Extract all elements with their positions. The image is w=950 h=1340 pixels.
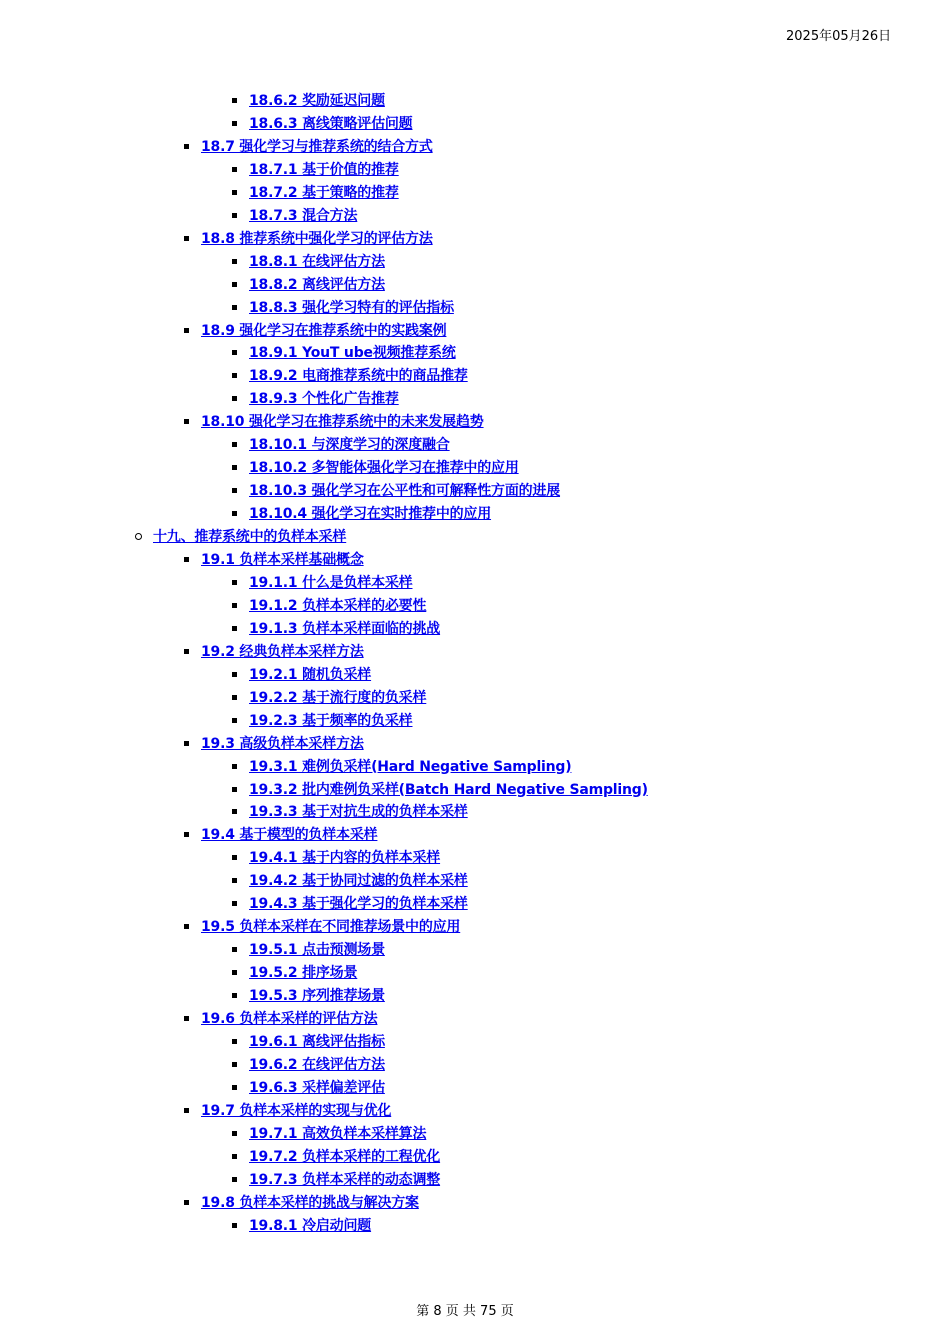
toc-link[interactable]: 19.1.3 负样本采样面临的挑战 (249, 620, 441, 637)
bullet-icon (232, 1039, 237, 1044)
toc-link[interactable]: 19.3.3 基于对抗生成的负样本采样 (249, 804, 468, 821)
toc-link[interactable]: 19.5.2 排序场景 (249, 965, 358, 982)
toc-entry (249, 161, 399, 179)
toc-link[interactable]: 18.8.2 离线评估方法 (249, 276, 385, 293)
bullet-icon (232, 1177, 237, 1182)
bullet-icon (184, 1016, 189, 1021)
bullet-icon (232, 695, 237, 700)
bullet-icon (232, 603, 237, 608)
toc-entry (249, 1056, 385, 1074)
toc-link[interactable]: 18.10 强化学习在推荐系统中的未来发展趋势 (201, 414, 484, 431)
toc-link[interactable]: 18.8 推荐系统中强化学习的评估方法 (201, 230, 433, 247)
toc-link[interactable]: 19.7 负样本采样的实现与优化 (201, 1102, 392, 1119)
bullet-icon (232, 373, 237, 378)
bullet-icon (232, 1062, 237, 1067)
toc-entry (249, 253, 385, 271)
bullet-icon (232, 167, 237, 172)
toc-entry (249, 964, 357, 982)
toc-entry (201, 1010, 377, 1028)
page-date: 2025年05月26日 (786, 29, 892, 44)
toc-link[interactable]: 19.3.2 批内难例负采样(Batch Hard Negative Sampling) (249, 781, 648, 798)
bullet-icon (232, 98, 237, 103)
bullet-icon (232, 121, 237, 126)
toc-entry (249, 574, 412, 592)
toc-link[interactable]: 19.2.2 基于流行度的负采样 (249, 689, 427, 706)
toc-entry (249, 941, 385, 959)
toc-entry (249, 207, 357, 225)
bullet-icon (184, 1200, 189, 1205)
toc-link[interactable]: 19.2 经典负样本采样方法 (201, 643, 364, 660)
toc-entry (249, 1033, 385, 1051)
bullet-icon (184, 328, 189, 333)
toc-entry (249, 1148, 440, 1166)
toc-link[interactable]: 十九、推荐系统中的负样本采样 (153, 529, 347, 546)
toc-entry (249, 758, 571, 776)
toc-entry (201, 138, 433, 156)
toc-link[interactable]: 19.3.1 难例负采样(Hard Negative Sampling) (249, 758, 572, 775)
bullet-icon (232, 993, 237, 998)
toc-link[interactable]: 19.2.1 随机负采样 (249, 666, 372, 683)
toc-link[interactable]: 18.10.3 强化学习在公平性和可解释性方面的进展 (249, 483, 561, 500)
toc-entry (249, 666, 371, 684)
toc-link[interactable]: 19.1.2 负样本采样的必要性 (249, 597, 427, 614)
toc-link[interactable]: 19.5.3 序列推荐场景 (249, 988, 385, 1005)
toc-link[interactable]: 19.7.1 高效负样本采样算法 (249, 1125, 427, 1142)
toc-entry (249, 115, 412, 133)
toc-entry (249, 689, 426, 707)
bullet-icon (232, 350, 237, 355)
toc-entry (249, 299, 454, 317)
toc-link[interactable]: 19.6.3 采样偏差评估 (249, 1079, 385, 1096)
toc-entry (201, 322, 446, 340)
toc-entry (249, 1171, 440, 1189)
toc-entry (249, 390, 399, 408)
bullet-icon (232, 970, 237, 975)
bullet-icon (232, 396, 237, 401)
bullet-icon (232, 672, 237, 677)
bullet-icon (184, 649, 189, 654)
toc-link[interactable]: 19.6.1 离线评估指标 (249, 1033, 385, 1050)
bullet-icon (232, 190, 237, 195)
bullet-icon (232, 855, 237, 860)
bullet-icon (232, 259, 237, 264)
toc-entry (249, 276, 385, 294)
toc-entry (249, 92, 385, 110)
toc-link[interactable]: 19.3 高级负样本采样方法 (201, 735, 364, 752)
toc-link[interactable]: 18.7.2 基于策略的推荐 (249, 184, 399, 201)
toc-link[interactable]: 19.4.2 基于协同过滤的负样本采样 (249, 873, 468, 890)
bullet-icon (232, 213, 237, 218)
toc-entry (249, 1125, 426, 1143)
bullet-icon (184, 236, 189, 241)
bullet-icon (232, 305, 237, 310)
bullet-icon (232, 809, 237, 814)
bullet-icon (232, 282, 237, 287)
bullet-icon (184, 557, 189, 562)
toc-entry (201, 643, 364, 661)
toc-entry (201, 1102, 391, 1120)
toc-entry (249, 184, 399, 202)
toc-link[interactable]: 19.4.3 基于强化学习的负样本采样 (249, 896, 468, 913)
bullet-icon (232, 1085, 237, 1090)
bullet-icon (184, 1108, 189, 1113)
bullet-icon (232, 947, 237, 952)
bullet-icon (184, 832, 189, 837)
bullet-icon (232, 1154, 237, 1159)
toc-link[interactable]: 18.8.3 强化学习特有的评估指标 (249, 299, 454, 316)
bullet-icon (184, 144, 189, 149)
toc-link[interactable]: 19.1 负样本采样基础概念 (201, 552, 364, 568)
bullet-icon (232, 718, 237, 723)
toc-link[interactable]: 18.10.2 多智能体强化学习在推荐中的应用 (249, 460, 519, 477)
toc-entry (201, 230, 433, 248)
toc-entry (201, 413, 484, 431)
toc-entry (201, 826, 377, 844)
toc-entry (249, 1217, 371, 1235)
bullet-icon (232, 626, 237, 631)
toc-link[interactable]: 19.7.2 负样本采样的工程优化 (249, 1148, 441, 1165)
toc-link[interactable]: 18.7.3 混合方法 (249, 207, 358, 224)
toc-link[interactable]: 18.9.3 个性化广告推荐 (249, 391, 399, 408)
toc-entry (249, 620, 440, 638)
bullet-icon (184, 419, 189, 424)
bullet-icon (232, 442, 237, 447)
toc-link[interactable]: 19.7.3 负样本采样的动态调整 (249, 1171, 441, 1188)
toc-link[interactable]: 19.1.1 什么是负样本采样 (249, 574, 413, 591)
bullet-icon (184, 924, 189, 929)
toc-link[interactable]: 18.9.1 YouT ube视频推荐系统 (249, 345, 456, 362)
toc-link[interactable]: 18.10.4 强化学习在实时推荐中的应用 (249, 506, 492, 523)
bullet-icon (232, 764, 237, 769)
bullet-icon (232, 511, 237, 516)
toc-link[interactable]: 18.6.3 离线策略评估问题 (249, 115, 413, 132)
toc-entry (249, 987, 385, 1005)
bullet-icon (232, 878, 237, 883)
bullet-icon (232, 1223, 237, 1228)
toc-entry (249, 436, 450, 454)
toc-entry (249, 872, 468, 890)
toc-link[interactable]: 19.4.1 基于内容的负样本采样 (249, 850, 441, 867)
bullet-icon (232, 488, 237, 493)
bullet-icon (232, 1131, 237, 1136)
toc-entry (249, 803, 468, 821)
toc-entry (201, 1194, 419, 1212)
toc-link[interactable]: 19.4 基于模型的负样本采样 (201, 827, 378, 844)
toc-entry (249, 505, 491, 523)
toc-link[interactable]: 19.2.3 基于频率的负采样 (249, 712, 413, 729)
toc-link[interactable]: 19.6 负样本采样的评估方法 (201, 1011, 378, 1027)
toc-entry (249, 482, 560, 500)
toc-entry (201, 918, 460, 936)
bullet-icon (232, 901, 237, 906)
toc-link[interactable]: 19.8 负样本采样的挑战与解决方案 (201, 1194, 419, 1211)
toc-link[interactable]: 18.9.2 电商推荐系统中的商品推荐 (249, 368, 468, 385)
toc-entry (249, 895, 468, 913)
bullet-icon (184, 741, 189, 746)
toc-link[interactable]: 18.7.1 基于价值的推荐 (249, 161, 399, 178)
toc-entry (249, 597, 426, 615)
toc-entry (249, 849, 440, 867)
toc-entry (249, 344, 456, 362)
toc-entry (249, 367, 468, 385)
toc-entry (249, 1079, 385, 1097)
toc-entry (201, 735, 364, 753)
toc-link[interactable]: 19.5.1 点击预测场景 (249, 942, 385, 959)
toc-entry (201, 551, 364, 569)
toc-link[interactable]: 18.7 强化学习与推荐系统的结合方式 (201, 138, 433, 155)
bullet-icon (232, 465, 237, 470)
bullet-icon (135, 533, 142, 540)
toc-entry (153, 528, 346, 546)
toc-link[interactable]: 18.8.1 在线评估方法 (249, 253, 385, 270)
bullet-icon (232, 787, 237, 792)
toc-link[interactable]: 19.5 负样本采样在不同推荐场景中的应用 (201, 919, 461, 936)
toc-link[interactable]: 18.6.2 奖励延迟问题 (249, 93, 385, 109)
toc-entry (249, 712, 412, 730)
bullet-icon (232, 580, 237, 585)
toc-entry (249, 459, 519, 477)
toc-link[interactable]: 18.10.1 与深度学习的深度融合 (249, 437, 450, 454)
toc-entry (249, 781, 648, 799)
toc-link[interactable]: 19.6.2 在线评估方法 (249, 1056, 385, 1073)
toc-link[interactable]: 19.8.1 冷启动问题 (249, 1217, 372, 1234)
page-number: 第 8 页 共 75 页 (416, 1304, 514, 1319)
toc-link[interactable]: 18.9 强化学习在推荐系统中的实践案例 (201, 322, 447, 339)
